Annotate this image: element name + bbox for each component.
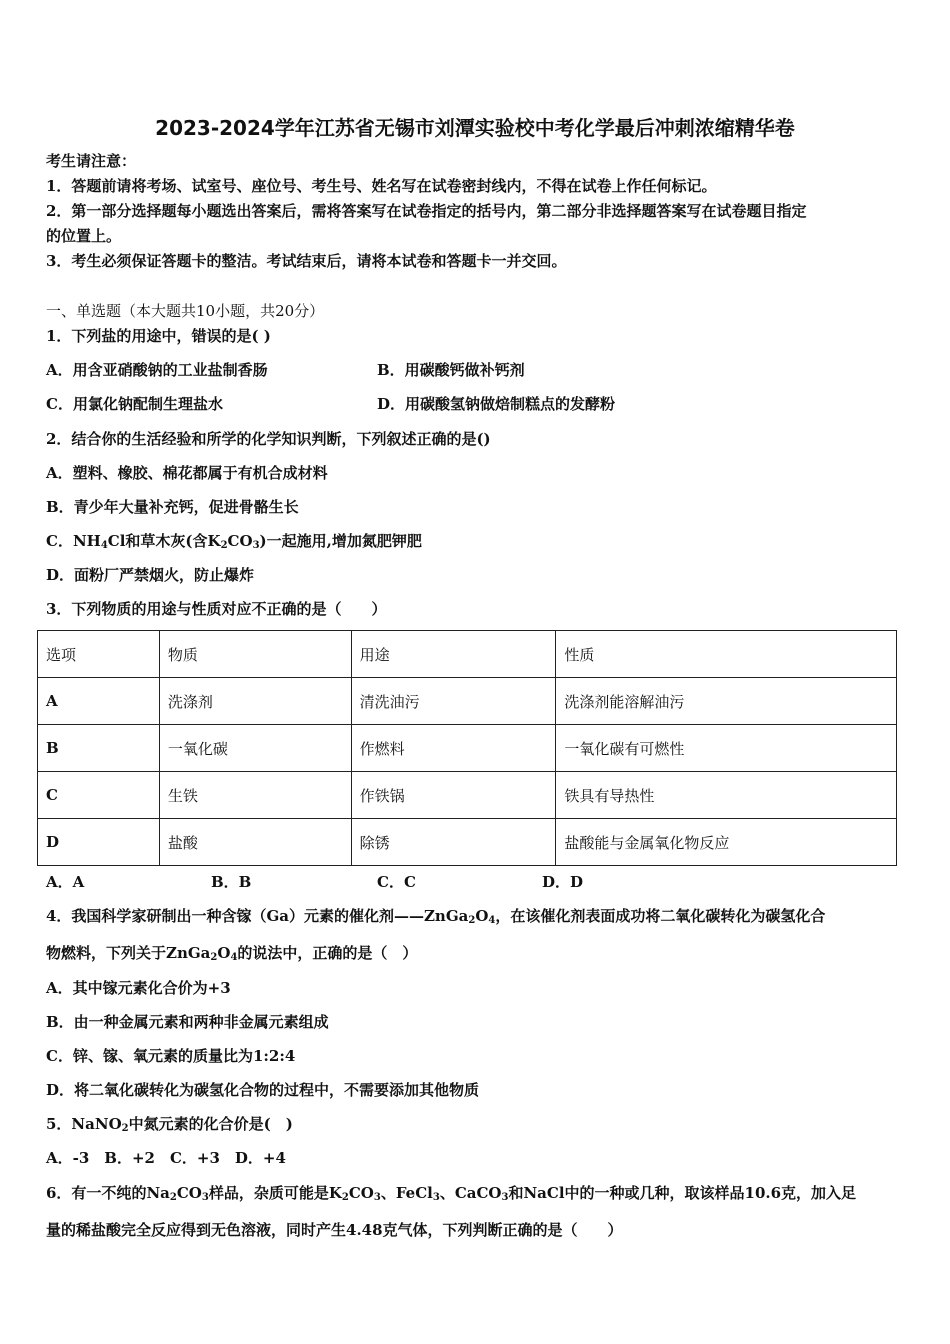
notice-item-3: 3．考生必须保证答题卡的整洁。考试结束后，请将本试卷和答题卡一并交回。 <box>46 252 567 270</box>
q2-c-text-4: )一起施用,增加氮肥钾肥 <box>259 532 422 550</box>
q3-option-c: C．C <box>377 873 416 891</box>
q6-t1: 6．有一不纯的Na <box>46 1184 170 1202</box>
q1-option-d: D．用碳酸氢钠做焙制糕点的发酵粉 <box>377 395 616 413</box>
q4-s1-sub-1: 2 <box>468 915 476 926</box>
q3-option-a: A．A <box>46 873 85 891</box>
table-header-row <box>38 631 897 678</box>
q2-stem: 2．结合你的生活经验和所学的化学知识判断，下列叙述正确的是() <box>46 430 491 448</box>
q4-s1-text-2: O <box>475 907 489 925</box>
q5-text-1: 5．NaNO <box>46 1115 122 1133</box>
q2-option-c <box>46 531 422 551</box>
q4-option-a: A．其中镓元素化合价为+3 <box>46 979 231 997</box>
q6-t5: 、FeCl <box>380 1184 433 1202</box>
notice-item-2b: 的位置上。 <box>46 227 122 245</box>
q6-t7: 和NaCl中的一种或几种，取该样品10.6克，加入足 <box>508 1184 857 1202</box>
table-header-cell: 用途 <box>351 631 556 678</box>
q1-option-a: A．用含亚硝酸钠的工业盐制香肠 <box>46 361 268 379</box>
q6-s5: 3 <box>432 1192 440 1203</box>
table-cell: 作铁锅 <box>351 772 556 819</box>
q2-c-text-1: C．NH <box>46 532 101 550</box>
q4-s1-text-1: 4．我国科学家研制出一种含镓（Ga）元素的催化剂——ZnGa <box>46 907 469 925</box>
q2-c-sub-3: 3 <box>252 540 260 551</box>
table-header-cell: 性质 <box>556 631 897 678</box>
table-cell: 一氧化碳有可燃性 <box>556 725 897 772</box>
q3-stem: 3．下列物质的用途与性质对应不正确的是（ ） <box>46 600 387 618</box>
table-row <box>38 725 897 772</box>
section-heading: 一、单选题（本大题共10小题，共20分） <box>46 302 325 320</box>
table-cell: 作燃料 <box>351 725 556 772</box>
notice-item-1: 1．答题前请将考场、试室号、座位号、考生号、姓名写在试卷密封线内，不得在试卷上作任何标记。 <box>46 177 717 195</box>
q5-stem <box>46 1114 293 1134</box>
table-header-cell: 选项 <box>38 631 160 678</box>
q5-options: A．-3 B．+2 C．+3 D．+4 <box>46 1149 286 1167</box>
q1-option-b: B．用碳酸钙做补钙剂 <box>377 361 525 379</box>
q4-s1-sub-2: 4 <box>488 915 496 926</box>
q6-stem-line-2: 量的稀盐酸完全反应得到无色溶液，同时产生4.48克气体，下列判断正确的是（ ） <box>46 1221 623 1239</box>
q6-s1: 2 <box>169 1192 177 1203</box>
q1-stem: 1．下列盐的用途中，错误的是( ) <box>46 327 271 345</box>
q3-option-d: D．D <box>542 873 584 891</box>
q2-c-text-3: CO <box>227 532 253 550</box>
table-cell: 铁具有导热性 <box>556 772 897 819</box>
q4-s2-text-3: 的说法中，正确的是（ ） <box>237 944 418 962</box>
table-cell: B <box>38 725 160 772</box>
table-cell: 洗涤剂 <box>159 678 351 725</box>
q6-s6: 3 <box>501 1192 509 1203</box>
table-row <box>38 819 897 866</box>
q5-text-2: 中氮元素的化合价是( ) <box>128 1115 293 1133</box>
page-title: 2023-2024学年江苏省无锡市刘潭实验校中考化学最后冲刺浓缩精华卷 <box>155 116 795 140</box>
q4-s2-text-2: O <box>217 944 231 962</box>
table-cell: 盐酸 <box>159 819 351 866</box>
table-cell: 生铁 <box>159 772 351 819</box>
table-cell: 除锈 <box>351 819 556 866</box>
q4-stem-line-1 <box>46 906 825 926</box>
table-row <box>38 678 897 725</box>
q2-c-sub-2: 2 <box>220 540 228 551</box>
q3-option-b: B．B <box>211 873 252 891</box>
q4-s2-sub-2: 4 <box>230 952 238 963</box>
notice-item-2a: 2．第一部分选择题每小题选出答案后，需将答案写在试卷指定的括号内，第二部分非选择题答案写在试卷题目指定 <box>46 202 807 220</box>
table-cell: A <box>38 678 160 725</box>
q6-s2: 3 <box>201 1192 209 1203</box>
table-row <box>38 772 897 819</box>
q6-stem-line-1 <box>46 1183 856 1203</box>
table-header-cell: 物质 <box>159 631 351 678</box>
q4-s2-sub-1: 2 <box>210 952 218 963</box>
notice-heading: 考生请注意： <box>46 152 137 170</box>
table-cell: 一氧化碳 <box>159 725 351 772</box>
table-cell: C <box>38 772 160 819</box>
table-cell: 洗涤剂能溶解油污 <box>556 678 897 725</box>
q2-option-a: A．塑料、橡胶、棉花都属于有机合成材料 <box>46 464 328 482</box>
q4-option-c: C．锌、镓、氧元素的质量比为1:2:4 <box>46 1047 296 1065</box>
q5-sub: 2 <box>121 1123 129 1134</box>
q4-s1-text-3: ，在该催化剂表面成功将二氧化碳转化为碳氢化合 <box>495 907 826 925</box>
q4-option-b: B．由一种金属元素和两种非金属元素组成 <box>46 1013 329 1031</box>
q4-s2-text-1: 物燃料，下列关于ZnGa <box>46 944 211 962</box>
q6-t2: CO <box>176 1184 202 1202</box>
q2-option-b: B．青少年大量补充钙，促进骨骼生长 <box>46 498 299 516</box>
q6-s3: 2 <box>341 1192 349 1203</box>
table-cell: D <box>38 819 160 866</box>
q4-option-d: D．将二氧化碳转化为碳氢化合物的过程中，不需要添加其他物质 <box>46 1081 480 1099</box>
q2-c-text-2: Cl和草木灰(含K <box>107 532 221 550</box>
q2-option-d: D．面粉厂严禁烟火，防止爆炸 <box>46 566 255 584</box>
q2-c-sub-1: 4 <box>100 540 108 551</box>
q6-t6: 、CaCO <box>439 1184 502 1202</box>
table-cell: 盐酸能与金属氧化物反应 <box>556 819 897 866</box>
q3-table <box>37 630 897 866</box>
q6-s4: 3 <box>373 1192 381 1203</box>
q6-t4: CO <box>348 1184 374 1202</box>
q1-option-c: C．用氯化钠配制生理盐水 <box>46 395 223 413</box>
q6-t3: 样品，杂质可能是K <box>208 1184 342 1202</box>
table-cell: 清洗油污 <box>351 678 556 725</box>
q4-stem-line-2 <box>46 943 417 963</box>
